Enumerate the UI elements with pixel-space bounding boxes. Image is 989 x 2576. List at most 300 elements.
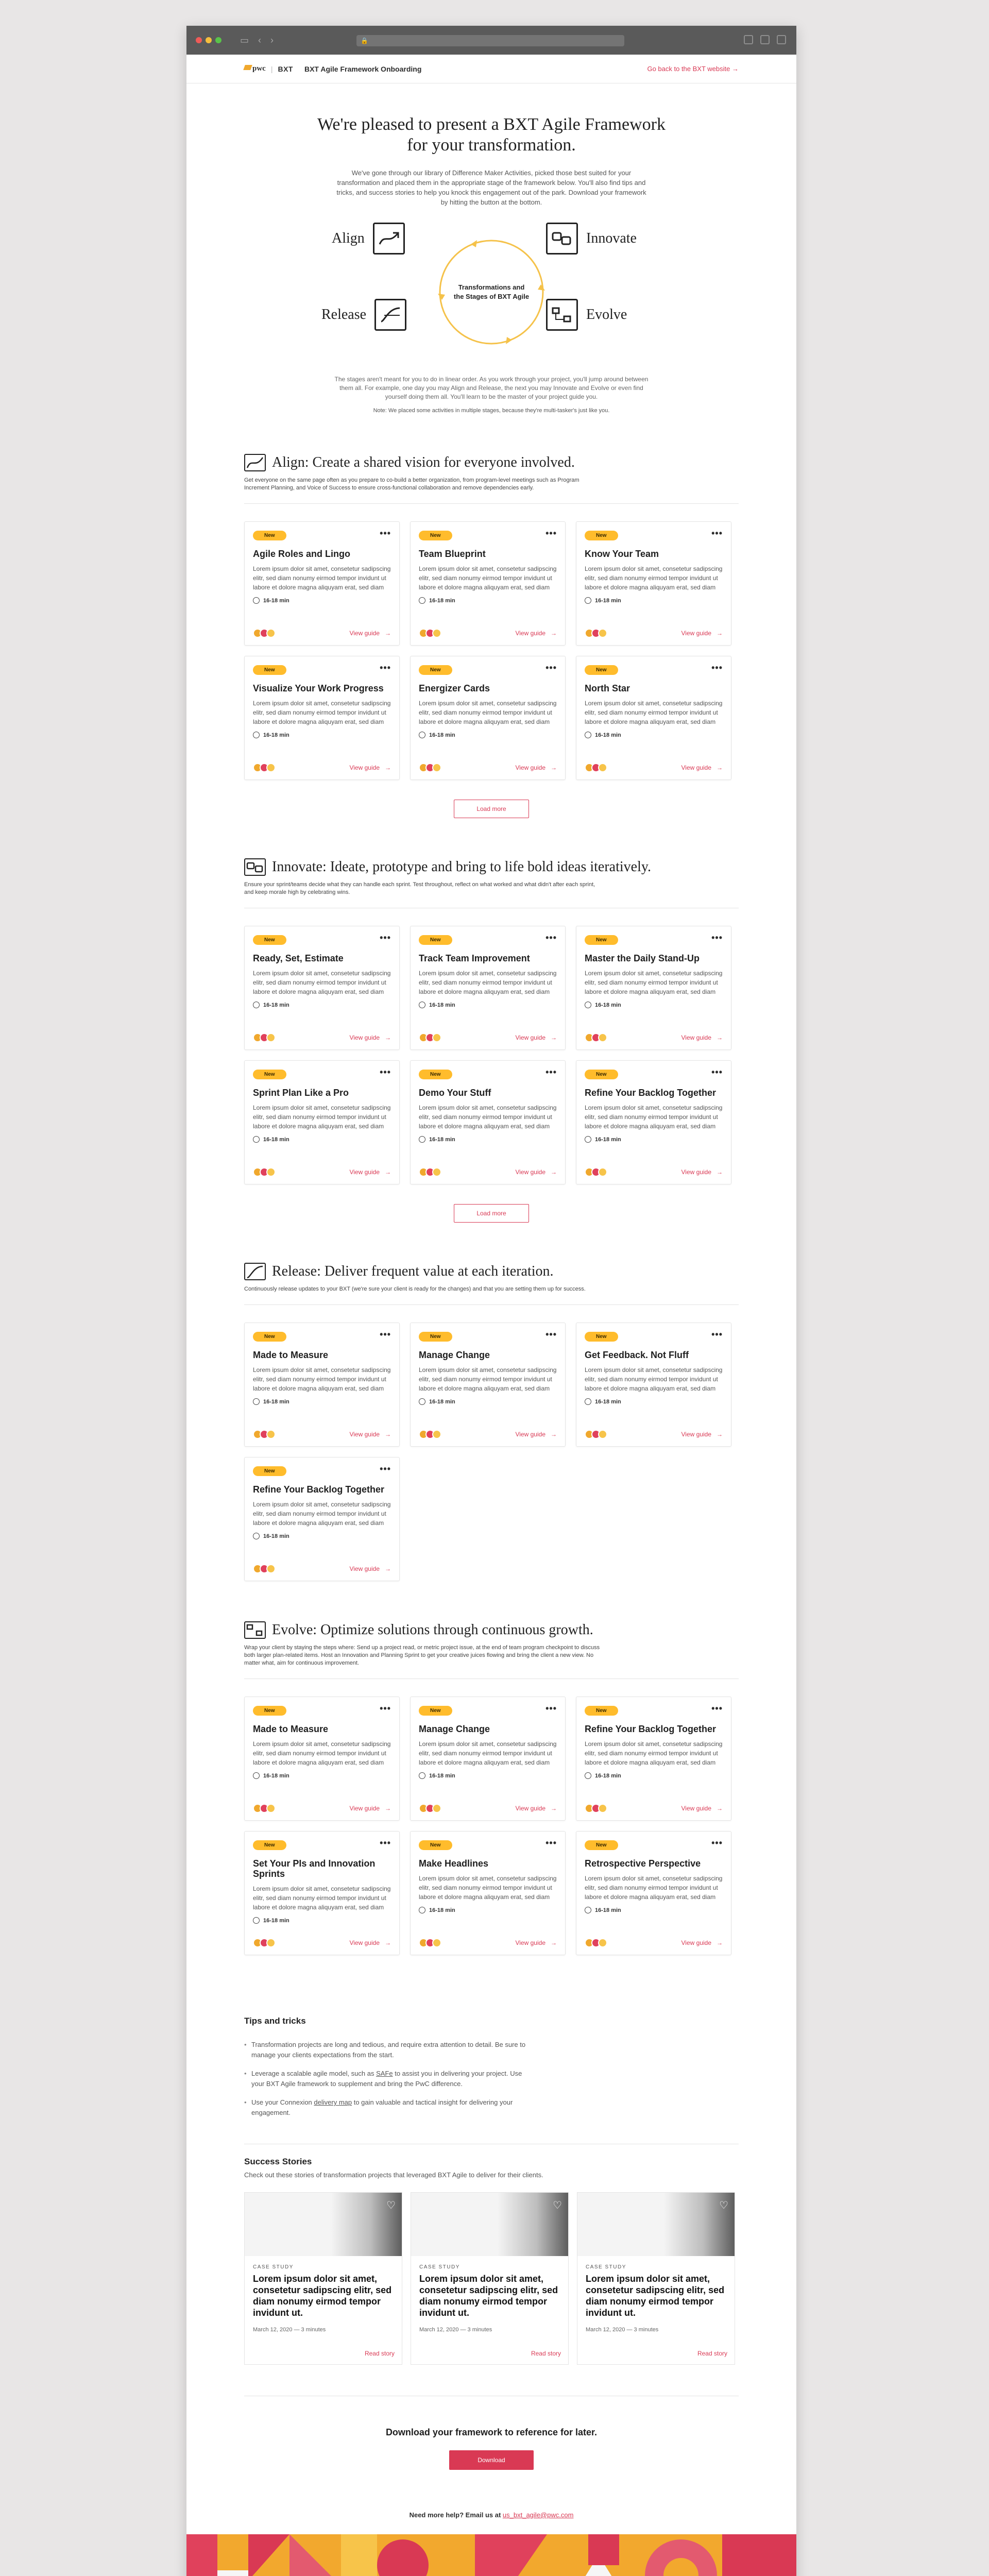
arrow-right-icon: →	[385, 630, 391, 637]
more-options-icon[interactable]: •••	[380, 1838, 391, 1848]
new-badge: New	[419, 531, 452, 540]
new-badge: New	[585, 1840, 618, 1850]
avatar	[598, 1430, 607, 1439]
card-duration: 16-18 min	[585, 1136, 723, 1143]
card-title: Team Blueprint	[419, 549, 486, 559]
activity-card[interactable]	[576, 1831, 731, 1955]
card-title: Refine Your Backlog Together	[585, 1088, 717, 1098]
card-title: Refine Your Backlog Together	[585, 1724, 717, 1734]
activity-card[interactable]	[244, 1697, 400, 1821]
avatar-group	[253, 1804, 276, 1813]
tabs-icon[interactable]	[777, 35, 786, 44]
arrow-right-icon: →	[385, 1034, 391, 1041]
avatar-group	[253, 1167, 276, 1177]
view-guide-link[interactable]: View guide →	[349, 1939, 391, 1946]
forward-arrow-icon[interactable]: ›	[270, 35, 274, 45]
card-duration: 16-18 min	[253, 1917, 391, 1924]
new-badge: New	[253, 1706, 286, 1716]
clock-icon	[419, 1136, 425, 1143]
window-controls	[196, 37, 221, 43]
sidebar-icon[interactable]: ▭	[240, 35, 249, 45]
card-title: Get Feedback. Not Fluff	[585, 1350, 689, 1360]
clock-icon	[253, 1533, 260, 1539]
new-badge: New	[419, 665, 452, 675]
activity-card[interactable]	[410, 926, 566, 1050]
avatar-group	[419, 1033, 441, 1042]
card-title: Refine Your Backlog Together	[253, 1484, 385, 1495]
avatar-group	[419, 1804, 441, 1813]
innovate-title: Innovate: Ideate, prototype and bring to life bold ideas iteratively.	[272, 859, 652, 875]
activity-card[interactable]	[244, 1457, 400, 1581]
tip-item: • Leverage a scalable agile model, such as SAFe to assist you in delivering your project. Use your BXT Agile framework to supplement and bring the PwC difference.	[244, 2069, 533, 2089]
view-guide-link[interactable]: View guide →	[681, 1034, 723, 1041]
card-description: Lorem ipsum dolor sit amet, consetetur sadipscing elitr, sed diam nonumy eirmod tempor invidunt ut labore et dolore magna aliquyam erat, sed diam	[585, 1875, 723, 1901]
cycle-label-2: the Stages of BXT Agile	[453, 293, 530, 300]
release-icon	[244, 1263, 266, 1280]
clock-icon	[253, 1398, 260, 1405]
arrow-right-icon: →	[551, 1168, 557, 1176]
card-title: Set Your PIs and Innovation Sprints	[253, 1858, 376, 1879]
delivery-map-link[interactable]: delivery map	[314, 2098, 352, 2106]
tip-item: • Use your Connexion delivery map to gain valuable and tactical insight for delivering your engagement.	[244, 2097, 533, 2118]
view-guide-link[interactable]: View guide →	[515, 764, 557, 771]
new-badge: New	[585, 665, 618, 675]
more-options-icon[interactable]: •••	[711, 1703, 723, 1714]
read-story-link[interactable]: Read story	[531, 2350, 561, 2357]
more-options-icon[interactable]: •••	[380, 1067, 391, 1077]
activity-card[interactable]	[410, 1831, 566, 1955]
activity-card[interactable]	[410, 1060, 566, 1184]
card-title: Energizer Cards	[419, 683, 490, 693]
clock-icon	[419, 1907, 425, 1913]
view-guide-link[interactable]: View guide →	[349, 1431, 391, 1438]
new-badge: New	[419, 1070, 452, 1079]
more-options-icon[interactable]: •••	[711, 1838, 723, 1848]
new-badge: New	[419, 1840, 452, 1850]
evolve-section-header	[244, 1621, 739, 1639]
story-card[interactable]	[244, 2192, 402, 2365]
card-description: Lorem ipsum dolor sit amet, consetetur sadipscing elitr, sed diam nonumy eirmod tempor invidunt ut labore et dolore magna aliquyam erat, sed diam	[253, 1366, 391, 1392]
arrow-right-icon: →	[717, 764, 723, 771]
hero-intro: We've gone through our library of Difference Maker Activities, picked those best suited for your transformation and placed them in the appropriate stage of the framework below. You'll also find tips and tricks, and success stories to help you knock this engagement out of the park. Download your framework by hitting the button at the bottom.	[336, 169, 646, 206]
arrow-right-icon: →	[551, 1034, 557, 1041]
new-badge: New	[253, 665, 286, 675]
avatar-group	[585, 629, 607, 638]
story-kicker: CASE STUDY	[253, 2264, 294, 2270]
card-title: Made to Measure	[253, 1724, 329, 1734]
new-badge: New	[253, 1466, 286, 1476]
download-button[interactable]: Download	[449, 2450, 534, 2470]
stage-align[interactable]: Align	[332, 223, 405, 255]
tips-title: Tips and tricks	[244, 2016, 306, 2026]
brand-label: BXT	[278, 64, 293, 73]
view-guide-link[interactable]: View guide →	[681, 1168, 723, 1176]
innovate-section-header	[244, 858, 739, 876]
align-description: Get everyone on the same page often as you prepare to co-build a better organization, from program-level meetings such as Program Increment Planning, and Voice of Success to ensure cross-functional collaboration and remove dependencies early.	[244, 477, 579, 491]
avatar-group	[419, 629, 441, 638]
card-duration: 16-18 min	[585, 1002, 723, 1008]
card-duration: 16-18 min	[253, 1398, 391, 1405]
help-email-link[interactable]: us_bxt_agile@pwc.com	[502, 2511, 574, 2519]
share-icon[interactable]	[744, 35, 753, 44]
more-options-icon[interactable]: •••	[380, 1703, 391, 1714]
view-guide-link[interactable]: View guide →	[515, 1034, 557, 1041]
view-guide-link[interactable]: View guide →	[515, 1805, 557, 1812]
release-icon	[374, 299, 406, 331]
new-badge: New	[419, 1706, 452, 1716]
more-options-icon[interactable]: •••	[380, 1464, 391, 1474]
safe-link[interactable]: SAFe	[376, 2070, 393, 2077]
align-section-header	[244, 454, 739, 471]
story-date: March 12, 2020 — 3 minutes	[253, 2327, 326, 2333]
new-badge: New	[585, 935, 618, 945]
card-description: Lorem ipsum dolor sit amet, consetetur sadipscing elitr, sed diam nonumy eirmod tempor invidunt ut labore et dolore magna aliquyam erat, sed diam	[253, 1104, 391, 1130]
story-card[interactable]	[411, 2192, 569, 2365]
view-guide-link[interactable]: View guide →	[349, 1565, 391, 1572]
view-guide-link[interactable]: View guide →	[681, 1939, 723, 1946]
avatar	[598, 629, 607, 638]
activity-card[interactable]	[244, 926, 400, 1050]
close-dot[interactable]	[196, 37, 202, 43]
activity-card[interactable]	[244, 521, 400, 646]
card-description: Lorem ipsum dolor sit amet, consetetur sadipscing elitr, sed diam nonumy eirmod tempor invidunt ut labore et dolore magna aliquyam erat, sed diam	[585, 1740, 723, 1766]
activity-card[interactable]	[410, 1697, 566, 1821]
card-duration: 16-18 min	[253, 1772, 391, 1779]
innovate-icon	[546, 223, 578, 255]
divider	[244, 503, 739, 504]
stage-note: The stages aren't meant for you to do in linear order. As you work through your project, you'll jump around between them all. For example, one day you may Align and Release, the next you may Innovate and Evolve or even find yourself doing them all. You'll learn to be the master of your project guide you.	[334, 376, 649, 400]
story-date: March 12, 2020 — 3 minutes	[419, 2327, 492, 2333]
story-headline: Lorem ipsum dolor sit amet, consetetur sadipscing elitr, sed diam nonumy eirmod tempor invidunt ut.	[586, 2274, 725, 2318]
avatar-group	[253, 1430, 276, 1439]
geometric-pattern	[186, 2534, 796, 2576]
align-load-more-button[interactable]: Load more	[454, 800, 529, 818]
card-description: Lorem ipsum dolor sit amet, consetetur sadipscing elitr, sed diam nonumy eirmod tempor invidunt ut labore et dolore magna aliquyam erat, sed diam	[585, 700, 723, 725]
heart-icon[interactable]: ♡	[553, 2200, 562, 2211]
arrow-right-icon: →	[385, 1431, 391, 1438]
card-duration: 16-18 min	[585, 1772, 723, 1779]
avatar	[598, 763, 607, 772]
view-guide-link[interactable]: View guide →	[515, 630, 557, 637]
more-options-icon[interactable]: •••	[711, 663, 723, 673]
cycle-label-1: Transformations and	[458, 283, 525, 291]
new-badge: New	[585, 1332, 618, 1342]
card-description: Lorem ipsum dolor sit amet, consetetur sadipscing elitr, sed diam nonumy eirmod tempor invidunt ut labore et dolore magna aliquyam erat, sed diam	[419, 970, 557, 995]
view-guide-link[interactable]: View guide →	[681, 764, 723, 771]
view-guide-link[interactable]: View guide →	[349, 1168, 391, 1176]
lock-icon: 🔒	[361, 37, 368, 44]
clock-icon	[585, 1002, 591, 1008]
release-description: Continuously release updates to your BXT (we're sure your client is ready for the changes) and that you are setting them up for success.	[244, 1286, 586, 1292]
card-description: Lorem ipsum dolor sit amet, consetetur sadipscing elitr, sed diam nonumy eirmod tempor invidunt ut labore et dolore magna aliquyam erat, sed diam	[585, 1366, 723, 1392]
more-options-icon[interactable]: •••	[545, 1067, 557, 1077]
story-image	[577, 2193, 735, 2256]
arrow-right-icon: →	[551, 630, 557, 637]
view-guide-link[interactable]: View guide →	[681, 1431, 723, 1438]
site-header: pwc | BXT BXT Agile Framework Onboarding Go back to the BXT website →	[186, 55, 796, 83]
avatar	[432, 1167, 441, 1177]
view-guide-link[interactable]: View guide →	[515, 1168, 557, 1176]
avatar	[432, 1938, 441, 1947]
card-duration: 16-18 min	[419, 1907, 557, 1913]
card-duration: 16-18 min	[585, 1907, 723, 1913]
avatar	[266, 1938, 276, 1947]
evolve-description: Wrap your client by staying the steps where: Send up a project read, or metric project issue, at the end of team program checkpoint to discuss both larger plan-related items. Host an Innovation and Planning Sprint to get your creative juices flowing and bring the client a new view. No matter what, aim for continuous improvement.	[244, 1645, 600, 1666]
more-options-icon[interactable]: •••	[711, 1329, 723, 1340]
innovate-card-grid	[244, 926, 739, 1184]
activity-card[interactable]	[244, 656, 400, 780]
maximize-dot[interactable]	[215, 37, 221, 43]
download-section	[244, 2396, 739, 2470]
card-description: Lorem ipsum dolor sit amet, consetetur sadipscing elitr, sed diam nonumy eirmod tempor invidunt ut labore et dolore magna aliquyam erat, sed diam	[253, 1885, 391, 1911]
download-title: Download your framework to reference for later.	[385, 2427, 598, 2437]
card-duration: 16-18 min	[253, 1002, 391, 1008]
browser-window	[186, 26, 796, 2576]
more-options-icon[interactable]: •••	[545, 1703, 557, 1714]
stage-footnote: Note: We placed some activities in multiple stages, because they're multi-tasker's just like you.	[373, 408, 610, 414]
avatar-group	[585, 1430, 607, 1439]
card-description: Lorem ipsum dolor sit amet, consetetur sadipscing elitr, sed diam nonumy eirmod tempor invidunt ut labore et dolore magna aliquyam erat, sed diam	[419, 1104, 557, 1130]
activity-card[interactable]	[410, 656, 566, 780]
arrow-right-icon: →	[717, 1034, 723, 1041]
card-duration: 16-18 min	[419, 1002, 557, 1008]
view-guide-link[interactable]: View guide →	[515, 1939, 557, 1946]
back-to-bxt-link[interactable]: Go back to the BXT website →	[647, 65, 739, 73]
activity-card[interactable]	[576, 926, 731, 1050]
release-section-header	[244, 1263, 739, 1280]
browser-chrome	[186, 26, 796, 55]
card-description: Lorem ipsum dolor sit amet, consetetur sadipscing elitr, sed diam nonumy eirmod tempor invidunt ut labore et dolore magna aliquyam erat, sed diam	[253, 1501, 391, 1527]
arrow-right-icon: →	[551, 1805, 557, 1812]
avatar	[598, 1804, 607, 1813]
more-options-icon[interactable]: •••	[380, 663, 391, 673]
more-options-icon[interactable]: •••	[545, 1838, 557, 1848]
clock-icon	[253, 1917, 260, 1924]
evolve-icon	[546, 299, 578, 331]
divider	[244, 1304, 739, 1305]
innovate-description: Ensure your sprint/teams decide what they can handle each sprint. Test throughout, reflect on what worked and what didn't after each sprint, and keep morale high by celebrating wins.	[244, 882, 595, 895]
story-card[interactable]	[577, 2192, 735, 2365]
activity-card[interactable]	[410, 1323, 566, 1447]
avatar-group	[419, 763, 441, 772]
minimize-dot[interactable]	[206, 37, 212, 43]
new-badge: New	[253, 1070, 286, 1079]
story-kicker: CASE STUDY	[419, 2264, 460, 2270]
release-title: Release: Deliver frequent value at each iteration.	[272, 1263, 554, 1279]
card-description: Lorem ipsum dolor sit amet, consetetur sadipscing elitr, sed diam nonumy eirmod tempor invidunt ut labore et dolore magna aliquyam erat, sed diam	[253, 1740, 391, 1766]
clock-icon	[585, 732, 591, 738]
avatar-group	[253, 1033, 276, 1042]
clock-icon	[253, 1002, 260, 1008]
new-badge: New	[585, 1070, 618, 1079]
arrow-right-icon: →	[551, 764, 557, 771]
story-kicker: CASE STUDY	[586, 2264, 626, 2270]
story-image	[411, 2193, 568, 2256]
new-badge: New	[253, 1840, 286, 1850]
address-bar[interactable]	[356, 35, 624, 46]
activity-card[interactable]	[576, 656, 731, 780]
card-title: Manage Change	[419, 1350, 490, 1360]
more-options-icon[interactable]: •••	[711, 933, 723, 943]
card-description: Lorem ipsum dolor sit amet, consetetur sadipscing elitr, sed diam nonumy eirmod tempor invidunt ut labore et dolore magna aliquyam erat, sed diam	[253, 565, 391, 591]
card-description: Lorem ipsum dolor sit amet, consetetur sadipscing elitr, sed diam nonumy eirmod tempor invidunt ut labore et dolore magna aliquyam erat, sed diam	[419, 700, 557, 725]
card-title: Made to Measure	[253, 1350, 329, 1360]
stage-evolve[interactable]: Evolve	[546, 299, 627, 331]
more-options-icon[interactable]: •••	[380, 933, 391, 943]
card-duration: 16-18 min	[419, 1772, 557, 1779]
clock-icon	[253, 1136, 260, 1143]
story-image	[245, 2193, 402, 2256]
clock-icon	[585, 597, 591, 604]
stage-release[interactable]: Release	[321, 299, 406, 331]
story-headline: Lorem ipsum dolor sit amet, consetetur sadipscing elitr, sed diam nonumy eirmod tempor invidunt ut.	[253, 2274, 392, 2318]
more-options-icon[interactable]: •••	[711, 1067, 723, 1077]
avatar	[266, 1430, 276, 1439]
avatar	[266, 1564, 276, 1573]
more-options-icon[interactable]: •••	[545, 1329, 557, 1340]
stage-innovate[interactable]: Innovate	[546, 223, 637, 255]
align-title: Align: Create a shared vision for everyone involved.	[272, 454, 575, 470]
new-tab-icon[interactable]	[760, 35, 770, 44]
avatar	[266, 1033, 276, 1042]
card-duration: 16-18 min	[419, 597, 557, 604]
avatar	[432, 763, 441, 772]
card-description: Lorem ipsum dolor sit amet, consetetur sadipscing elitr, sed diam nonumy eirmod tempor invidunt ut labore et dolore magna aliquyam erat, sed diam	[585, 970, 723, 995]
activity-card[interactable]	[244, 1831, 400, 1955]
tips-section	[244, 2016, 739, 2118]
evolve-card-grid	[244, 1697, 739, 1955]
card-title: Demo Your Stuff	[419, 1088, 491, 1098]
avatar-group	[253, 629, 276, 638]
card-description: Lorem ipsum dolor sit amet, consetetur sadipscing elitr, sed diam nonumy eirmod tempor invidunt ut labore et dolore magna aliquyam erat, sed diam	[585, 1104, 723, 1130]
arrow-right-icon: →	[385, 1939, 391, 1946]
story-date: March 12, 2020 — 3 minutes	[586, 2327, 659, 2333]
avatar	[598, 1167, 607, 1177]
stories-title: Success Stories	[244, 2157, 312, 2166]
arrow-right-icon: →	[717, 1805, 723, 1812]
avatar	[266, 763, 276, 772]
activity-card[interactable]	[244, 1323, 400, 1447]
site-title: BXT Agile Framework Onboarding	[304, 64, 422, 73]
align-icon	[373, 223, 405, 255]
framework-diagram	[316, 223, 667, 362]
card-duration: 16-18 min	[253, 1533, 391, 1539]
new-badge: New	[253, 1332, 286, 1342]
more-options-icon[interactable]: •••	[380, 1329, 391, 1340]
more-options-icon[interactable]: •••	[545, 933, 557, 943]
back-arrow-icon[interactable]: ‹	[258, 35, 262, 45]
decorative-art-banner	[186, 2534, 796, 2576]
card-duration: 16-18 min	[585, 597, 723, 604]
more-options-icon[interactable]: •••	[380, 528, 391, 538]
avatar-group	[585, 1804, 607, 1813]
more-options-icon[interactable]: •••	[545, 528, 557, 538]
card-description: Lorem ipsum dolor sit amet, consetetur sadipscing elitr, sed diam nonumy eirmod tempor invidunt ut labore et dolore magna aliquyam erat, sed diam	[253, 970, 391, 995]
clock-icon	[253, 597, 260, 604]
activity-card[interactable]	[576, 521, 731, 646]
activity-card[interactable]	[576, 1060, 731, 1184]
activity-card[interactable]	[410, 521, 566, 646]
heart-icon[interactable]: ♡	[386, 2200, 396, 2211]
avatar-group	[585, 1938, 607, 1947]
evolve-icon	[244, 1621, 266, 1639]
tip-item: • Transformation projects are long and tedious, and require extra attention to detail. Be sure to manage your clients expectations from the start.	[244, 2040, 533, 2060]
view-guide-link[interactable]: View guide →	[349, 764, 391, 771]
arrow-right-icon: →	[551, 1939, 557, 1946]
innovate-load-more-button[interactable]: Load more	[454, 1204, 529, 1223]
clock-icon	[419, 732, 425, 738]
card-duration: 16-18 min	[419, 1136, 557, 1143]
view-guide-link[interactable]: View guide →	[349, 630, 391, 637]
card-title: Sprint Plan Like a Pro	[253, 1088, 349, 1098]
arrow-right-icon: →	[717, 1168, 723, 1176]
card-title: Make Headlines	[419, 1858, 489, 1869]
read-story-link[interactable]: Read story	[697, 2350, 727, 2357]
card-title: Track Team Improvement	[419, 953, 530, 963]
more-options-icon[interactable]: •••	[545, 663, 557, 673]
arrow-right-icon: →	[385, 1168, 391, 1176]
more-options-icon[interactable]: •••	[711, 528, 723, 538]
read-story-link[interactable]: Read story	[364, 2350, 395, 2357]
card-title: Know Your Team	[585, 549, 659, 559]
new-badge: New	[585, 1706, 618, 1716]
new-badge: New	[253, 531, 286, 540]
card-duration: 16-18 min	[253, 1136, 391, 1143]
activity-card[interactable]	[576, 1323, 731, 1447]
clock-icon	[419, 597, 425, 604]
card-title: Master the Daily Stand-Up	[585, 953, 700, 963]
view-guide-link[interactable]: View guide →	[681, 630, 723, 637]
view-guide-link[interactable]: View guide →	[349, 1805, 391, 1812]
view-guide-link[interactable]: View guide →	[515, 1431, 557, 1438]
card-duration: 16-18 min	[419, 1398, 557, 1405]
avatar-group	[253, 1938, 276, 1947]
avatar-group	[419, 1430, 441, 1439]
view-guide-link[interactable]: View guide →	[681, 1805, 723, 1812]
clock-icon	[419, 1398, 425, 1405]
clock-icon	[585, 1907, 591, 1913]
release-card-grid	[244, 1323, 739, 1581]
card-title: Manage Change	[419, 1724, 490, 1734]
activity-card[interactable]	[576, 1697, 731, 1821]
clock-icon	[585, 1398, 591, 1405]
clock-icon	[253, 1772, 260, 1779]
stories-subtitle: Check out these stories of transformation projects that leveraged BXT Agile to deliver for their clients.	[244, 2171, 543, 2179]
avatar-group	[253, 763, 276, 772]
heart-icon[interactable]: ♡	[719, 2200, 728, 2211]
clock-icon	[585, 1136, 591, 1143]
page-title: We're pleased to present a BXT Agile Framework for your transformation.	[317, 115, 666, 155]
avatar-group	[253, 1564, 276, 1573]
avatar-group	[419, 1167, 441, 1177]
arrow-right-icon: →	[385, 1805, 391, 1812]
pwc-logo[interactable]: pwc	[244, 64, 266, 73]
activity-card[interactable]	[244, 1060, 400, 1184]
card-description: Lorem ipsum dolor sit amet, consetetur sadipscing elitr, sed diam nonumy eirmod tempor invidunt ut labore et dolore magna aliquyam erat, sed diam	[419, 1366, 557, 1392]
avatar	[432, 1033, 441, 1042]
arrow-right-icon: →	[385, 1565, 391, 1572]
card-title: North Star	[585, 683, 630, 693]
tips-list	[244, 2040, 739, 2118]
clock-icon	[419, 1772, 425, 1779]
clock-icon	[253, 732, 260, 738]
card-description: Lorem ipsum dolor sit amet, consetetur sadipscing elitr, sed diam nonumy eirmod tempor invidunt ut labore et dolore magna aliquyam erat, sed diam	[419, 565, 557, 591]
avatar	[266, 1167, 276, 1177]
view-guide-link[interactable]: View guide →	[349, 1034, 391, 1041]
avatar-group	[585, 1167, 607, 1177]
avatar	[598, 1938, 607, 1947]
card-description: Lorem ipsum dolor sit amet, consetetur sadipscing elitr, sed diam nonumy eirmod tempor invidunt ut labore et dolore magna aliquyam erat, sed diam	[253, 700, 391, 725]
